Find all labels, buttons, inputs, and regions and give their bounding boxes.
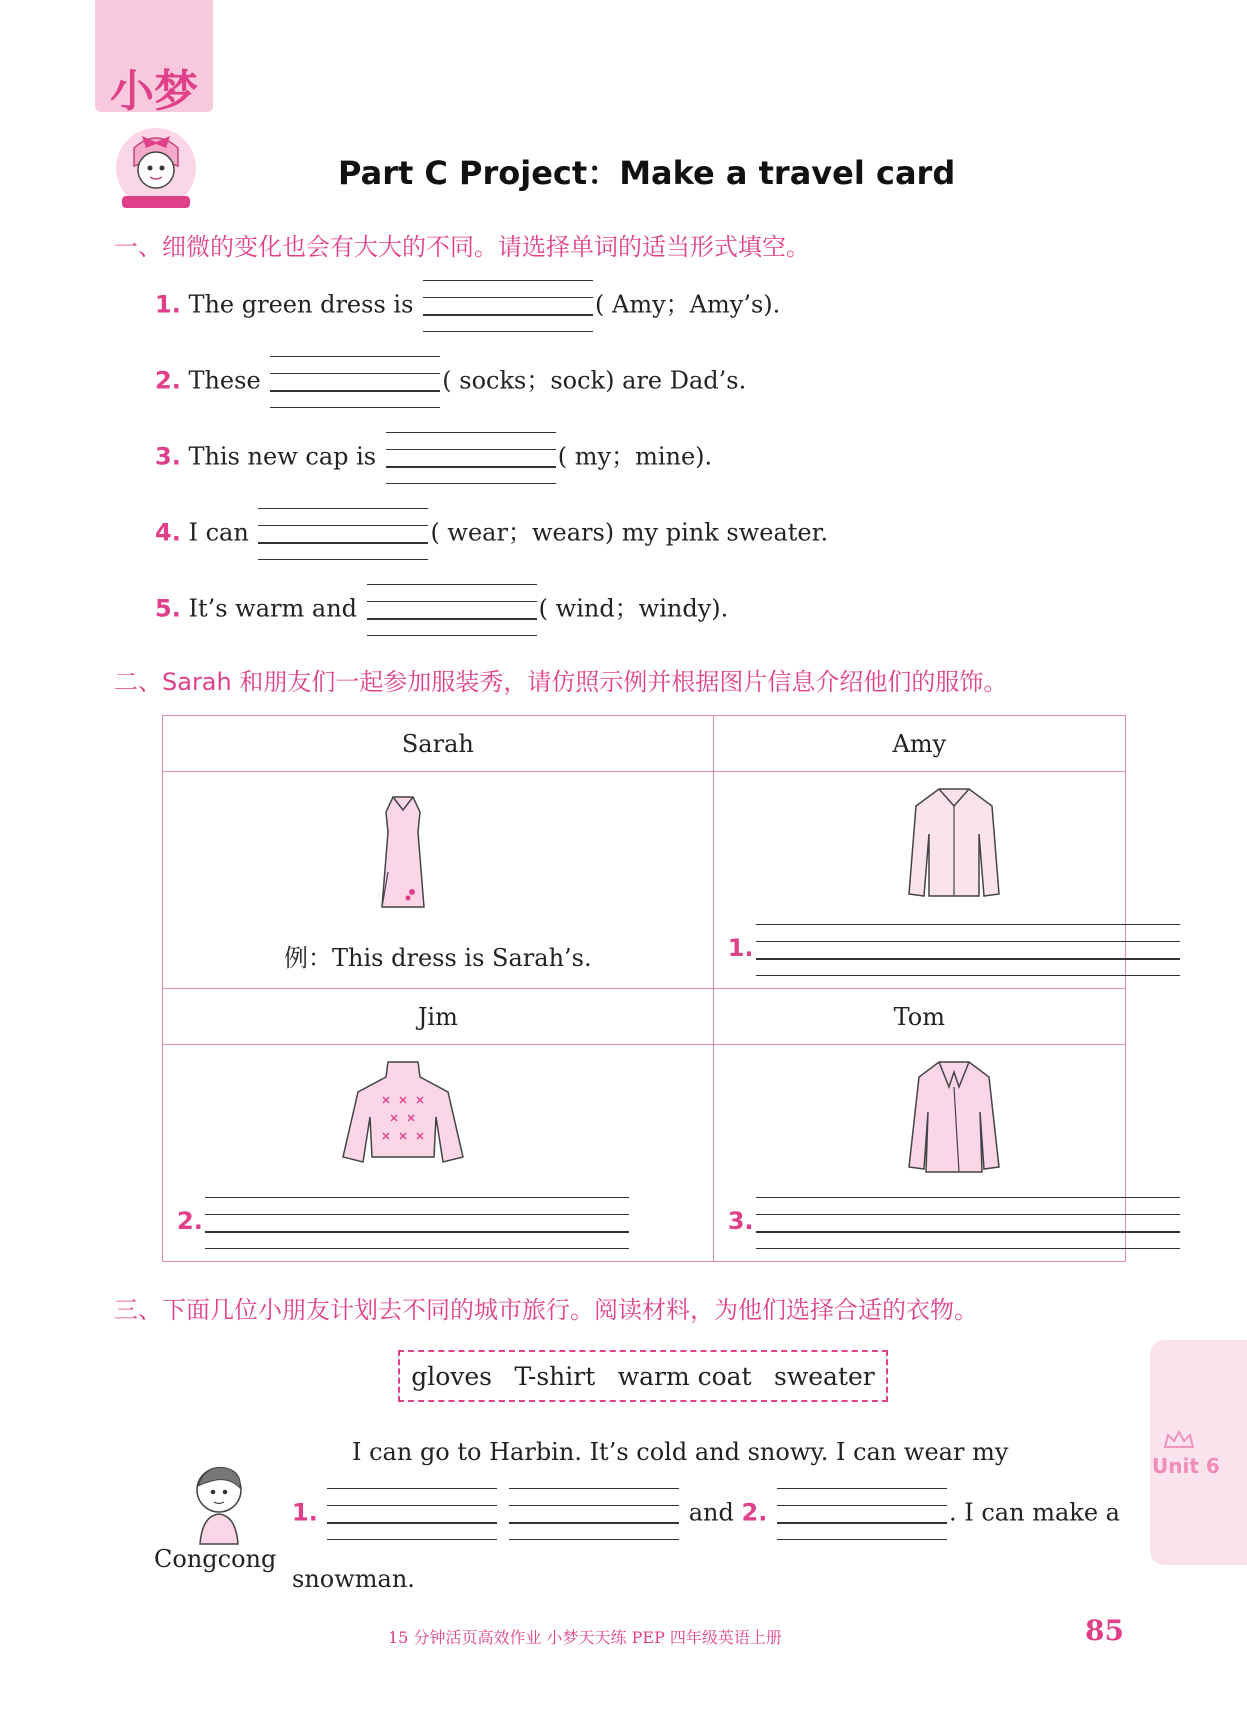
- shirt-icon: [904, 784, 1004, 904]
- mascot-girl-icon: [112, 118, 200, 214]
- footer-text: 15 分钟活页高效作业 小梦天天练 PEP 四年级英语上册: [388, 1628, 782, 1647]
- passage-line-2: [292, 1488, 1120, 1540]
- question-text: These: [188, 366, 261, 395]
- word-box: [398, 1350, 888, 1402]
- answer-blank[interactable]: [777, 1488, 947, 1540]
- answer-number: 1.: [292, 1498, 318, 1527]
- qipao-dress-icon: [368, 792, 438, 912]
- answer-blank[interactable]: [270, 356, 440, 408]
- cell-header-tom: Tom: [713, 989, 1125, 1045]
- question-3: [155, 432, 712, 484]
- cell-sarah: [163, 772, 714, 989]
- answer-blank[interactable]: [327, 1488, 497, 1540]
- question-number: 4.: [155, 518, 181, 547]
- congcong-boy-icon: [186, 1460, 252, 1546]
- crown-icon: [1162, 1430, 1196, 1450]
- word-option: sweater: [774, 1361, 875, 1391]
- question-text: I can: [188, 518, 249, 547]
- passage-line-1: I can go to Harbin. It’s cold and snowy. I can wear my: [352, 1438, 1009, 1466]
- cell-jim: [163, 1045, 714, 1262]
- character-name: Congcong: [154, 1545, 277, 1573]
- answer-blank[interactable]: [509, 1488, 679, 1540]
- cell-header-jim: Jim: [163, 989, 714, 1045]
- answer-number: 2.: [741, 1498, 768, 1527]
- answer-number: 2.: [177, 1207, 203, 1235]
- page-title: Part C Project：Make a travel card: [338, 154, 956, 192]
- question-options: ( wind；windy).: [538, 594, 729, 623]
- question-4: [155, 508, 828, 560]
- answer-lines[interactable]: [756, 1197, 1180, 1249]
- answer-blank[interactable]: [423, 280, 593, 332]
- question-options: ( Amy；Amy’s).: [595, 290, 781, 319]
- question-options: ( wear；wears) my pink sweater.: [430, 518, 829, 547]
- cell-header-sarah: Sarah: [163, 716, 714, 772]
- word-option: warm coat: [617, 1361, 752, 1391]
- section3-heading: 三、下面几位小朋友计划去不同的城市旅行。阅读材料，为他们选择合适的衣物。: [114, 1296, 978, 1324]
- answer-blank[interactable]: [386, 432, 556, 484]
- cell-amy: [713, 772, 1125, 989]
- sweater-icon: [338, 1057, 468, 1167]
- question-options: ( socks；sock) are Dad’s.: [442, 366, 747, 395]
- unit-side-tab: [1150, 1340, 1247, 1565]
- passage-line-3: snowman.: [292, 1565, 415, 1593]
- question-number: 5.: [155, 594, 181, 623]
- answer-number: 3.: [727, 1207, 754, 1235]
- question-2: [155, 356, 746, 408]
- question-number: 2.: [155, 366, 181, 395]
- question-options: ( my；mine).: [557, 442, 713, 471]
- word-option: gloves: [411, 1361, 493, 1391]
- question-text: It’s warm and: [188, 594, 358, 623]
- question-number: 1.: [155, 290, 181, 319]
- page-number: 85: [1085, 1614, 1124, 1647]
- answer-blank[interactable]: [258, 508, 428, 560]
- passage-text: . I can make a: [949, 1498, 1120, 1527]
- answer-lines[interactable]: [756, 924, 1180, 976]
- example-sentence: 例：This dress is Sarah’s.: [284, 944, 592, 972]
- question-1: [155, 280, 780, 332]
- answer-lines[interactable]: [205, 1197, 629, 1249]
- cell-tom: [713, 1045, 1125, 1262]
- coat-icon: [904, 1057, 1004, 1177]
- answer-number: 1.: [727, 934, 754, 962]
- passage-text: and: [688, 1498, 734, 1527]
- question-text: The green dress is: [188, 290, 414, 319]
- section1-heading: 一、细微的变化也会有大大的不同。请选择单词的适当形式填空。: [114, 233, 810, 261]
- clothing-table: [162, 715, 1126, 1262]
- section2-heading: 二、Sarah 和朋友们一起参加服装秀，请仿照示例并根据图片信息介绍他们的服饰。: [114, 668, 1008, 696]
- brand-logo: 小梦: [110, 66, 198, 117]
- question-number: 3.: [155, 442, 181, 471]
- answer-blank[interactable]: [367, 584, 537, 636]
- cell-header-amy: Amy: [713, 716, 1125, 772]
- question-5: [155, 584, 728, 636]
- unit-label: Unit 6: [1152, 1454, 1220, 1478]
- question-text: This new cap is: [188, 442, 377, 471]
- word-option: T-shirt: [514, 1361, 596, 1391]
